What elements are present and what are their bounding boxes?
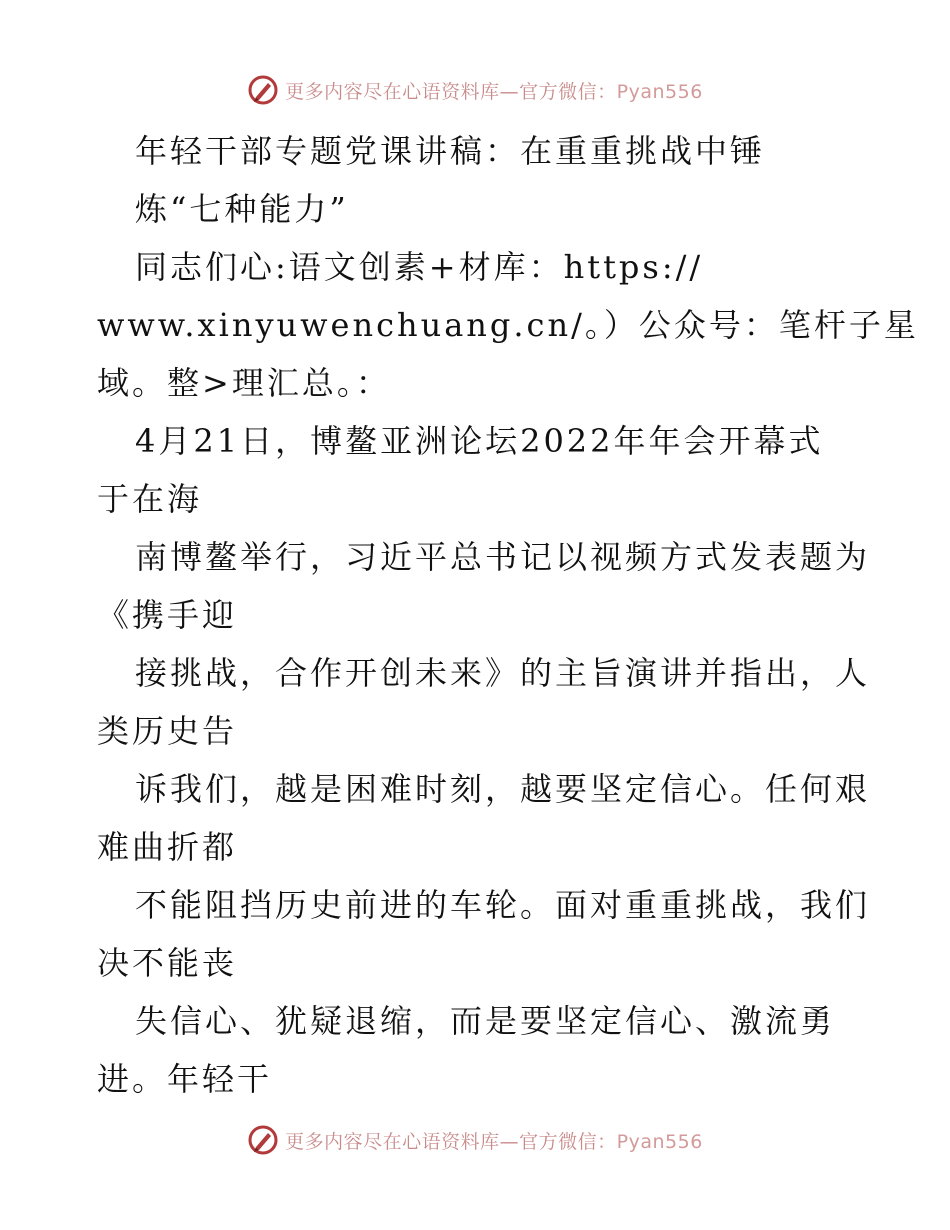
- text-line: 不能阻挡历史前进的车轮。面对重重挑战，我们: [135, 886, 871, 924]
- text-line: 类历史告: [97, 712, 238, 750]
- text-line: 南博鳌举行，习近平总书记以视频方式发表题为: [135, 538, 871, 576]
- text-line: www.xinyuwenchuang.cn/。）公众号：笔杆子星: [97, 306, 919, 344]
- text-line: 难曲折都: [97, 828, 238, 866]
- text-line: 4月21日，博鳌亚洲论坛2022年年会开幕式: [135, 422, 824, 460]
- pen-circle-logo-icon: [247, 74, 279, 106]
- text-line: 年轻干部专题党课讲稿：在重重挑战中锤: [135, 132, 766, 170]
- text-line: 同志们心:语文创素+材库：https://: [135, 248, 704, 286]
- pen-circle-logo-icon: [247, 1124, 279, 1156]
- footer-watermark: [0, 1120, 950, 1160]
- text-line: 炼“七种能力”: [135, 190, 349, 228]
- watermark-text: 更多内容尽在心语资料库—官方微信：Pyan556: [285, 80, 703, 103]
- text-line: 决不能丧: [97, 944, 238, 982]
- text-line: 诉我们，越是困难时刻，越要坚定信心。任何艰: [135, 770, 871, 808]
- watermark-text: 更多内容尽在心语资料库—官方微信：Pyan556: [285, 1130, 703, 1153]
- text-line: 域。整>理汇总。：: [97, 364, 391, 402]
- header-watermark: [0, 70, 950, 110]
- text-line: 接挑战，合作开创未来》的主旨演讲并指出，人: [135, 654, 871, 692]
- text-line: 《携手迎: [97, 596, 238, 634]
- text-line: 失信心、犹疑退缩，而是要坚定信心、激流勇: [135, 1002, 836, 1040]
- text-line: 进。年轻干: [97, 1060, 273, 1098]
- text-line: 于在海: [97, 480, 203, 518]
